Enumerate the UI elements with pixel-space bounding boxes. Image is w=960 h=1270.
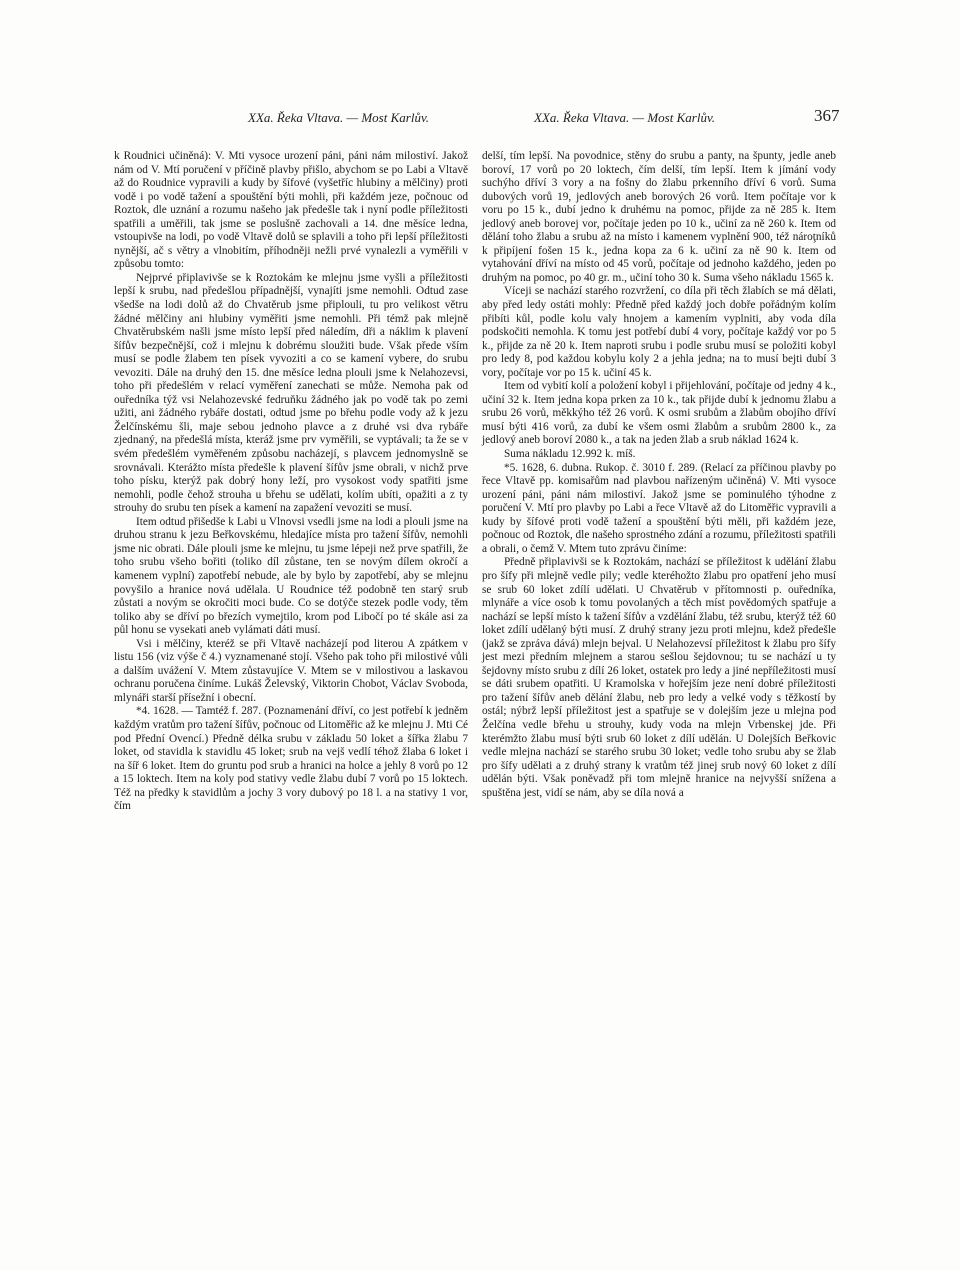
paragraph: Item odtud přišedše k Labi u Vlnovsi vsedli jsme na lodi a plouli jsme na druhou stranu k jezu Beřkovskému, hledajíce místa pro tažení šífův, nemohli jsme nic obrati. Dále plouli jsme ke mlejnu, tu jsme lépeji než prve spatřili, že toho srubu všeho bořiti (toliko díl zůstane, ten se novým dílem okročí a kamenem vyplní) zapotřebí nebude, ale by bylo by zapotřebí, aby se mlejnu povyšilo a hranice nová udělala. U Roudnice též podobně ten starý srub zůstati a novým se okročiti moci bude. Co se dotýče stezek podle vody, těm toliko aby se dříví po březích vymejtilo, krom pod Libočí po té skále asi za půl honu se vysekati aneb vylámati dáti musí. bbox=[114, 515, 468, 637]
header-left-title: XXa. Řeka Vltava. — Most Karlův. bbox=[248, 110, 430, 125]
running-header bbox=[0, 106, 960, 130]
paragraph: Předně připlavivši se k Roztokám, nachází se příležitost k udělání žlabu pro šífy při mlejně vedle pily; vedle kteréhožto žlabu pro opatření jeho musí se srub 60 loket zdílí udělati. U Chvatěrub v přítomnosti p. ouředníka, mlynáře a více osob k tomu povolaných a těch míst povědomých spatřuje a nachází se lepší místo k tažení šífův a vzdělání žlabu, též srubu, kterýž též 60 loket zdílí udělaný býti musí. Z druhý strany jezu proti mlejnu, kdež předešle (jakž se zpráva dává) mlejn bejval. U Nelahozevsí příležitost k žlabu pro šífy jest mezi předním mlejnem a starou sešlou šejdovnou; tu se nachází u ty šejdovny místo srubu z dílí 26 loket, ostatek pro ledy a jiné nepříležitosti musí se dáti srubem opatřiti. U Kramolska v hořejším jeze není dobré příležitosti pro tažení šífův aneb dělání žlabu, neb pro ledy a velké vody s těžkostí by ostál; nýbrž lepší příležitost jest a spatřuje se v dolejším jeze u mlejna pod Želčína vedle břehu u strouhy, kudy voda na mlejn Vrbenskej jde. Při kterémžto žlabu musí býti srub 60 loket z dílí udělán. U Dolejších Beřkovic vedle mlejna nachází se starého srubu 30 loket; vedle toho srubu aby se žlab pro šífy udělati a z druhý strany k vratům též jinej srub nový 60 loket z dílí udělán býti. Však poněvadž při tom mlejně hranice na nejvyšší snížena a spuštěna jest, vidí se nám, aby se díla nová a bbox=[482, 556, 836, 799]
column-divider bbox=[473, 150, 474, 1150]
paragraph: Suma nákladu 12.992 k. míš. bbox=[504, 448, 636, 461]
paragraph: *5. 1628, 6. dubna. Rukop. č. 3010 f. 289. (Relací za příčinou plavby po řece Vltavě pp. komisařům nad plavbou nařízeným učiněná) V. Mti vysoce urození páni, páni nám milostiví. Jakož jsme se pominulého týhodne z poručení V. Mtí pro plavby po Labi a řece Vltavě až do Litoměřic vypravili a kudy by šífové proti vodě tažení a spouštění býti měli, při každém jeze, počnouc od Roztok, dle našeho sprostného zdání a rozumu, příležitosti spatřili a obrali, o čemž V. Mtem tuto zprávu činíme: bbox=[482, 461, 836, 555]
paragraph: Nejprvé připlavivše se k Roztokám ke mlejnu jsme vyšli a příležitosti lepší k srubu, nad předešlou případnější, vynajíti jsme nemohli. Odtud zase všedše na lodi dolů až do Chvatěrub jsme připlouli, tu pro velikost větru žádné mělčiny ani hlubiny vyměřiti jsme nemohli. Při témž pak mlejně Chvatěrubském našli jsme místo lepší před náledím, dři a náklim k plavení šífův bezpečnější, což i mlejnu k dobrému sloužiti bude. Však přede vším musí se podle žlabem ten písek vyvoziti a co se kamení vybere, do srubu vevoziti. Dále na druhý den 15. dne měsíce ledna plouli jsme k Nelahozevsi, toho při předešlém v relací vyměření zanechati se může. Nemoha pak od ouředníka týž vsi Nelahozevské fedruňku žádného jak po vodě tak po zemi užiti, ani žádného rybáře dostati, odtud jsme po břehu podle vody až k jezu Želčínskému šli, maje sebou jednoho plavce a z druhé vsi dva rybáře zjednaný, na předešlá místa, kteráž jsme prv vyměřili, se vyptávali; ta že se v svém předešlém vyměřeném způsobu nacházejí, s plavcem jednomyslně se srovnávali. Kterážto místa předešle k plavení šífův jsme obrali, v nichž prve toho písku, kterýž pak dobrý hony leží, pro vysokost vody spatřiti jsme nemohli, podle čehož strouha u břehu se udělati, kolím ubíti, opažiti a z ty strouhy do srubu ten písek a kamení na zapažení vevoziti se musí. bbox=[114, 271, 468, 515]
paragraph: k Roudnici učiněná): V. Mti vysoce urození páni, páni nám milostiví. Jakož nám od V. Mtí poručení v příčině plavby přišlo, abychom se po Labi a Vltavě až do Roudnice vypravili a kudy by šífové (vyšetříc hlubiny a mělčiny) proti vodě i po vodě tažení a spouštění býti mohli, při každém jeze, počnouc od Roztok, dle uznání a rozumu našeho jak předešle tak i nyní podle příležitosti spatřili a uměřili, tak jsme se poslušně zachovali a 14. dne měsíce ledna, vstoupivše na lodi, po vodě Vltavě dolů se splavili a toho při lepší příležitosti nynější, ač s větry a vlnobitím, příhodněji nežli prvé vynalezli a vyměřili v způsobu tomto: bbox=[114, 150, 468, 271]
paragraph: Item od vybití kolí a položení kobyl i přijehlování, počítaje od jedny 4 k., učiní 32 k. Item jedna kopa prken za 10 k., tak přijde dubí k jednomu žlabu a srubu 26 vorů, měkkýho též 26 vorů. K osmi srubům a žlabům obojího dříví musí býti 416 vorů, za dubí ke všem osmi žlabům a srubům 2800 k., za jedlový aneb boroví 2080 k., a tak na jeden žlab a srub náklad 1624 k. bbox=[482, 380, 836, 447]
left-column bbox=[114, 150, 468, 814]
paragraph: *4. 1628. — Tamtéž f. 287. (Poznamenání dříví, co jest potřebí k jedněm každým vratům pro tažení šífův, počnouc od Litoměřic až ke mlejnu J. Mti Cé pod Přední Ovencí.) Předně délka srubu v základu 50 loket a šířka žlabu 7 loket, od stavidla k stavidlu 45 loket; srub na vejš vedlí téhož žlaba 6 loket i na šíř 6 loket. Item do gruntu pod srub a hranici na holce a jehly 8 vorů po 12 a 15 loktech. Item na koly pod stativy vedle žlabu dubí 7 vorů po 15 loktech. Též na předky k stavidlům a jochy 3 vory dubový po 18 l. a na stativy 1 vor, čím bbox=[114, 705, 468, 813]
header-right-title: XXa. Řeka Vltava. — Most Karlův. bbox=[534, 110, 716, 125]
paragraph: Víceji se nachází starého rozvržení, co díla při těch žlabích se má dělati, aby před ledy ostáti mohly: Předně před každý joch dobře pořádným kolím přibíti kůl, podle kolu valy hnojem a kamením vyplniti, aby voda díla podskočiti nemohla. K tomu jest potřebí dubí 4 vory, počítaje každý vor po 5 k., přijde za ně 20 k. Item naproti srubu i podle srubu musí se položiti kobyl pro ledy 8, pod každou kobylu koly 2 a jehla jedna; na to musí bejti dubí 3 vory, počítaje vor po 15 k. učiní 45 k. bbox=[482, 285, 836, 379]
paragraph: Vsi i mělčiny, kteréž se při Vltavě nacházejí pod literou A zpátkem v listu 156 (viz výše č 4.) vyznamenané stojí. Všeho pak toho při milostivé vůli a dalším uvážení V. Mtem zůstavujíce V. Mtem se v milostivou a laskavou ochranu poručena činíme. Lukáš Želevský, Viktorin Chobot, Václav Svoboda, mlynáři starší přísežní i obecní. bbox=[114, 637, 468, 704]
paragraph: delší, tím lepší. Na povodnice, stěny do srubu a panty, na špunty, jedle aneb boroví, 17 vorů po 20 loktech, čím delší, tím lepší. Item k jímání vody suchýho dříví 3 vory a na fošny do žlabu prkenního dříví 6 vorů. Suma dubových vorů 19, jedlových aneb borových 26 vorů. Item počítaje vor k voru po 15 k., dubí jedno k druhému na pomoc, přijde za ně 285 k. Item jedlový aneb borovej vor, počítaje jeden po 10 k., učiní za ně 260 k. Item od dělání toho žlabu a srubu až na místo i kamenem vyplnění 900, též nároţníků k připíjení fošen 15 k., jedna kopa za 6 k. učiní za ně 90 k. Item od vytahování dříví na místo od 45 vorů, počítaje od jednoho každého, jeden po druhým na pomoc, po 40 gr. m., učiní toho 30 k. Suma všeho nákladu 1565 k. bbox=[482, 150, 836, 284]
right-column bbox=[482, 150, 836, 800]
page-number: 367 bbox=[814, 106, 840, 125]
